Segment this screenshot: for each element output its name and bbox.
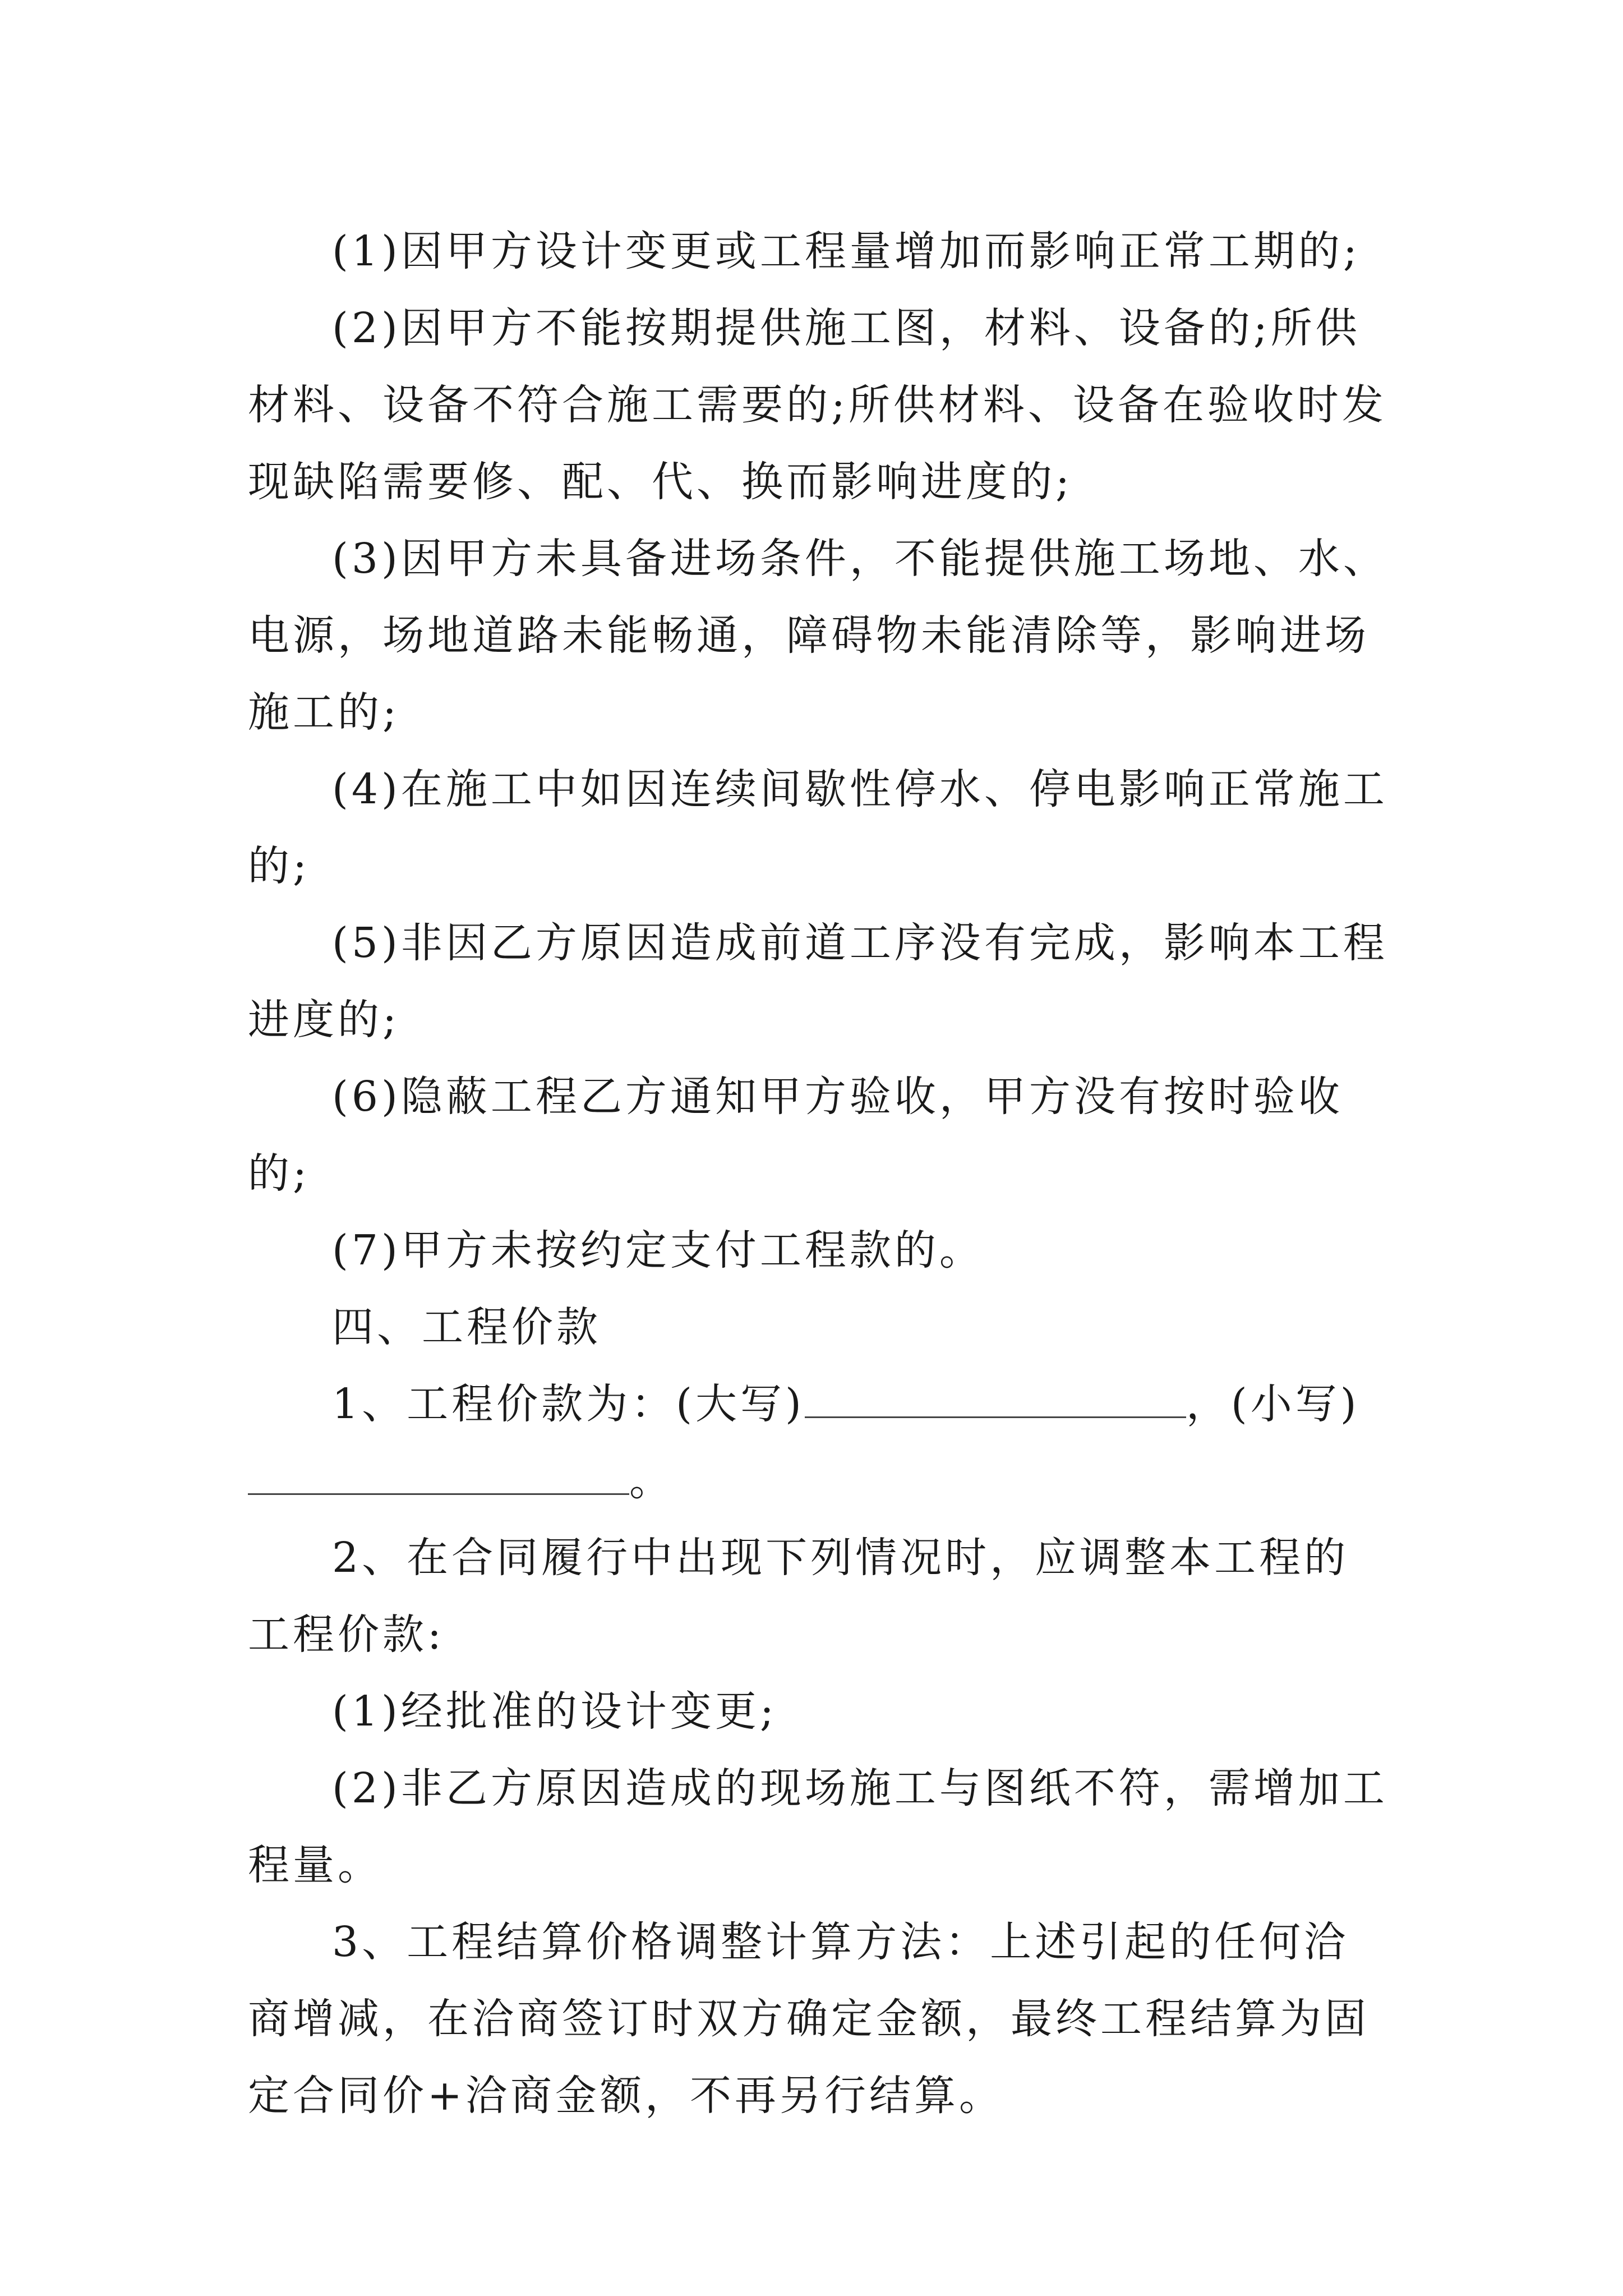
section-heading-price: 四、工程价款 xyxy=(332,1303,601,1351)
price-prefix: 1、工程价款为：(大写) xyxy=(332,1380,805,1428)
clause-1: (1)因甲方设计变更或工程量增加而影响正常工期的; xyxy=(332,227,1361,275)
clause-6: (6)隐蔽工程乙方通知甲方验收，甲方没有按时验收的; xyxy=(248,1073,1343,1198)
contract-body xyxy=(248,213,1392,2134)
clause-2: (2)因甲方不能按期提供施工图，材料、设备的;所供材料、设备不符合施工需要的;所供材料、设备在验收时发现缺陷需要修、配、代、换而影响进度的; xyxy=(248,304,1387,506)
adjustment-item-1: (1)经批准的设计变更; xyxy=(332,1687,777,1736)
clause-3: (3)因甲方未具备进场条件，不能提供施工场地、水、电源，场地道路未能畅通，障碍物未能清除等，影响进场施工的; xyxy=(248,535,1388,737)
adjustment-clause: 2、在合同履行中出现下列情况时，应调整本工程的工程价款: xyxy=(248,1534,1349,1659)
clause-4: (4)在施工中如因连续间歇性停水、停电影响正常施工的; xyxy=(248,765,1388,890)
amount-in-words-blank[interactable] xyxy=(805,1383,1186,1418)
price-suffix: 。 xyxy=(629,1457,674,1505)
clause-5: (5)非因乙方原因造成前道工序没有完成，影响本工程进度的; xyxy=(248,919,1388,1044)
adjustment-item-2: (2)非乙方原因造成的现场施工与图纸不符，需增加工程量。 xyxy=(248,1764,1388,1889)
price-middle: ，(小写) xyxy=(1186,1380,1360,1428)
price-clause xyxy=(248,1366,1392,1520)
amount-in-figures-blank[interactable] xyxy=(248,1460,629,1495)
settlement-clause: 3、工程结算价格调整计算方法：上述引起的任何洽商增减，在洽商签订时双方确定金额，最终工程结算为固定合同价+洽商金额，不再另行结算。 xyxy=(248,1918,1370,2120)
clause-7: (7)甲方未按约定支付工程款的。 xyxy=(332,1226,984,1274)
